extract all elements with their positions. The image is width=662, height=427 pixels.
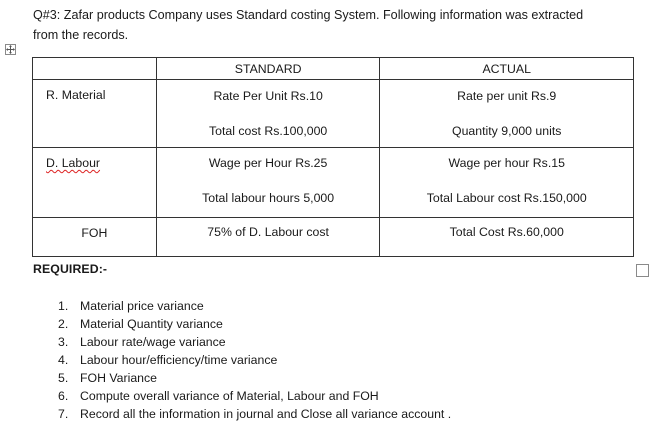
material-standard-cell[interactable] [156, 80, 380, 148]
header-standard[interactable]: STANDARD [156, 58, 380, 80]
table-resize-icon[interactable] [636, 264, 649, 277]
foh-standard-value: 75% of D. Labour cost [207, 225, 329, 239]
records-table[interactable] [32, 57, 634, 257]
table-row-material [33, 80, 634, 148]
labour-standard-cell[interactable] [156, 148, 380, 218]
list-item: 3. Labour rate/wage variance [58, 335, 226, 349]
labour-actual-wage: Wage per hour Rs.15 [448, 156, 565, 170]
row-label-labour[interactable] [33, 148, 157, 218]
labour-actual-cost: Total Labour cost Rs.150,000 [426, 191, 587, 205]
table-row-foh [33, 218, 634, 257]
labour-actual-cell[interactable] [380, 148, 634, 218]
row-label-material[interactable]: R. Material [33, 80, 157, 148]
list-item: 7. Record all the information in journal and Close all variance account . [58, 407, 452, 421]
row-label-foh[interactable]: FOH [33, 218, 157, 257]
list-item: 2. Material Quantity variance [58, 317, 223, 331]
material-standard-rate: Rate Per Unit Rs.10 [213, 89, 323, 103]
table-row-labour [33, 148, 634, 218]
list-item: 6. Compute overall variance of Material, Labour and FOH [58, 389, 379, 403]
list-item: 5. FOH Variance [58, 371, 157, 385]
table-move-icon[interactable] [5, 44, 16, 55]
material-actual-rate: Rate per unit Rs.9 [457, 89, 557, 103]
material-actual-cell[interactable] [380, 80, 634, 148]
material-standard-total: Total cost Rs.100,000 [209, 124, 328, 138]
labour-standard-wage: Wage per Hour Rs.25 [208, 156, 328, 170]
labour-standard-hours: Total labour hours 5,000 [202, 191, 335, 205]
four-arrows-icon [6, 45, 15, 54]
foh-standard-cell[interactable] [156, 218, 380, 257]
required-list [58, 297, 451, 423]
foh-actual-value: Total Cost Rs.60,000 [449, 225, 564, 239]
question-line-2: from the records. [33, 28, 129, 42]
required-heading: REQUIRED:- [33, 262, 108, 276]
header-actual[interactable]: ACTUAL [380, 58, 634, 80]
list-item: 4. Labour hour/efficiency/time variance [58, 353, 278, 367]
foh-actual-cell[interactable] [380, 218, 634, 257]
table-header-row [33, 58, 634, 80]
question-line-1: Q#3: Zafar products Company uses Standard costing System. Following information was extracted [33, 8, 584, 22]
material-actual-quantity: Quantity 9,000 units [452, 124, 562, 138]
question-text [33, 5, 633, 45]
row-label-labour-text: D. Labour [46, 156, 101, 170]
list-item: 1. Material price variance [58, 299, 204, 313]
header-empty-cell[interactable] [33, 58, 157, 80]
